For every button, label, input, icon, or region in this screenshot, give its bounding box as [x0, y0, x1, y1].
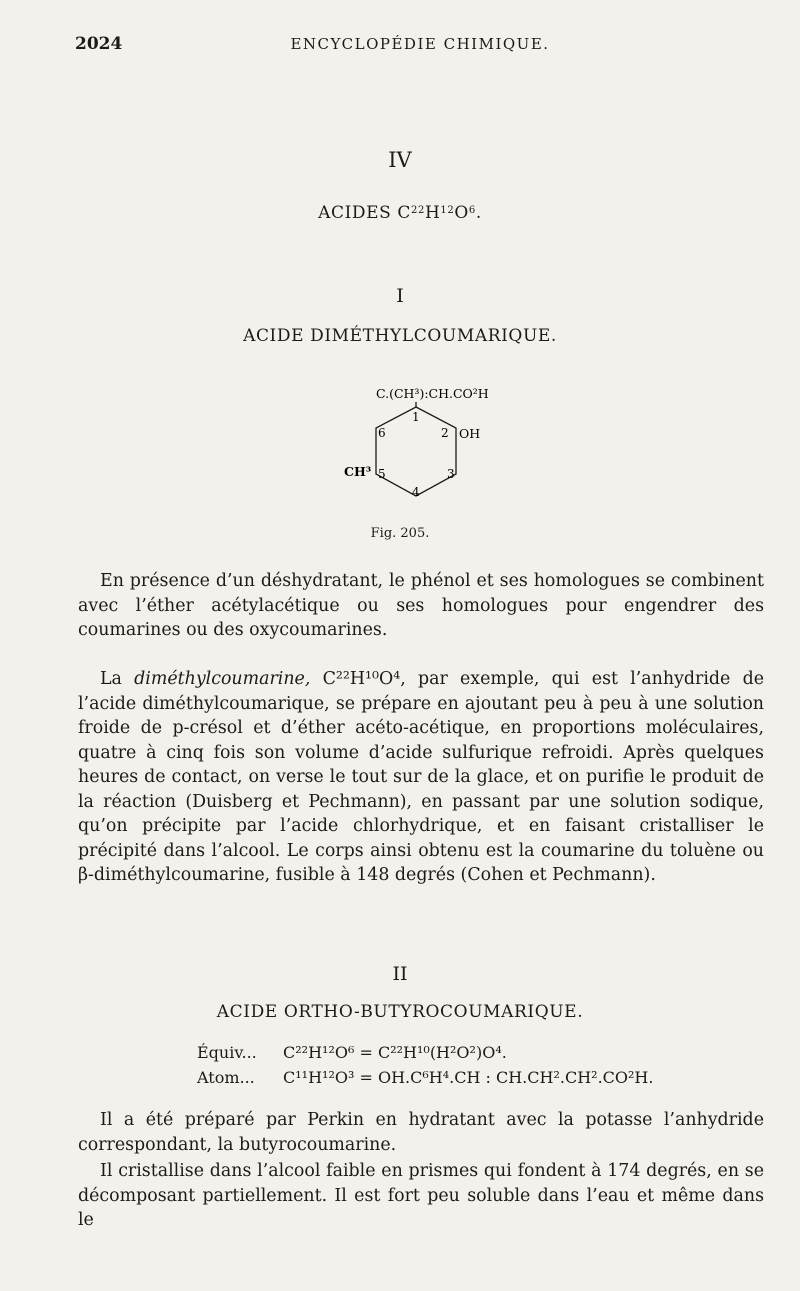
- running-title: ENCYCLOPÉDIE CHIMIQUE.: [290, 35, 550, 53]
- equation-block: [197, 1040, 667, 1090]
- methyl-label: CH³: [344, 464, 372, 479]
- equation-label: Équiv...: [197, 1043, 257, 1062]
- paragraph: En présence d’un déshydratant, le phénol et ses homologues se combinent avec l’éther acétylacétique ou ses homologues pour engendrer des coumarines ou des oxycoumarines.: [78, 571, 764, 640]
- equation-row: [197, 1040, 667, 1065]
- equation-formula: C¹¹H¹²O³ = OH.C⁶H⁴.CH : CH.CH².CH².CO²H.: [283, 1068, 654, 1087]
- subsection-number: I: [396, 285, 404, 307]
- section-title: ACIDES $C^{22}H^{12}O^6$.: [318, 203, 482, 223]
- equation-row: [197, 1065, 667, 1090]
- section-number: IV: [388, 148, 412, 172]
- ring-position: 6: [378, 426, 386, 440]
- paragraph: Il cristallise dans l’alcool faible en prismes qui fondent à 174 degrés, en se décomposant partiellement. Il est fort peu soluble dans l’eau et même dans le: [78, 1161, 764, 1230]
- ring-position: 4: [412, 485, 420, 499]
- paragraph: La diméthylcoumarine, C²²H¹⁰O⁴, par exemple, qui est l’anhydride de l’acide diméthylcoumarique, se prépare en ajoutant peu à peu à une solution froide de p-crésol et d’éther acéto-acétique, en proportions moléculaires, quatre à cinq fois son volume d’acide sulfurique refroidi. Après quelques heures de contact, on verse le tout sur de la glace, et on purifie le produit de la réaction (Duisberg et Pechmann), en passant par une solution sodique, qu’on précipite par l’acide chlorhydrique, et en faisant cristalliser le précipité dans l’alcool. Le corps ainsi obtenu est la coumarine du toluène ou β-diméthylcoumarine, fusible à 148 degrés (Cohen et Pechmann).: [78, 669, 764, 885]
- ring-position: 5: [378, 467, 386, 481]
- paragraph: Il a été préparé par Perkin en hydratant avec la potasse l’anhydride correspondant, la butyrocoumarine.: [78, 1110, 764, 1155]
- hydroxyl-label: OH: [459, 426, 481, 441]
- ring-position: 2: [441, 426, 449, 440]
- subsection-number: II: [392, 963, 408, 985]
- equation-formula: C²²H¹²O⁶ = C²²H¹⁰(H²O²)O⁴.: [283, 1043, 507, 1062]
- ring-position: 1: [412, 410, 420, 424]
- subsection-title: ACIDE ORTHO-BUTYROCOUMARIQUE.: [216, 1002, 584, 1022]
- page-number: 2024: [75, 34, 123, 54]
- ring-position: 3: [447, 467, 455, 481]
- subsection-title: ACIDE DIMÉTHYLCOUMARIQUE.: [243, 326, 557, 346]
- benzene-ring-figure: [330, 383, 500, 508]
- page-header: [75, 34, 765, 58]
- figure-caption: Fig. 205.: [370, 526, 430, 541]
- equation-label: Atom...: [197, 1068, 255, 1087]
- top-substituent-label: C.(CH³):CH.CO²H: [376, 386, 489, 401]
